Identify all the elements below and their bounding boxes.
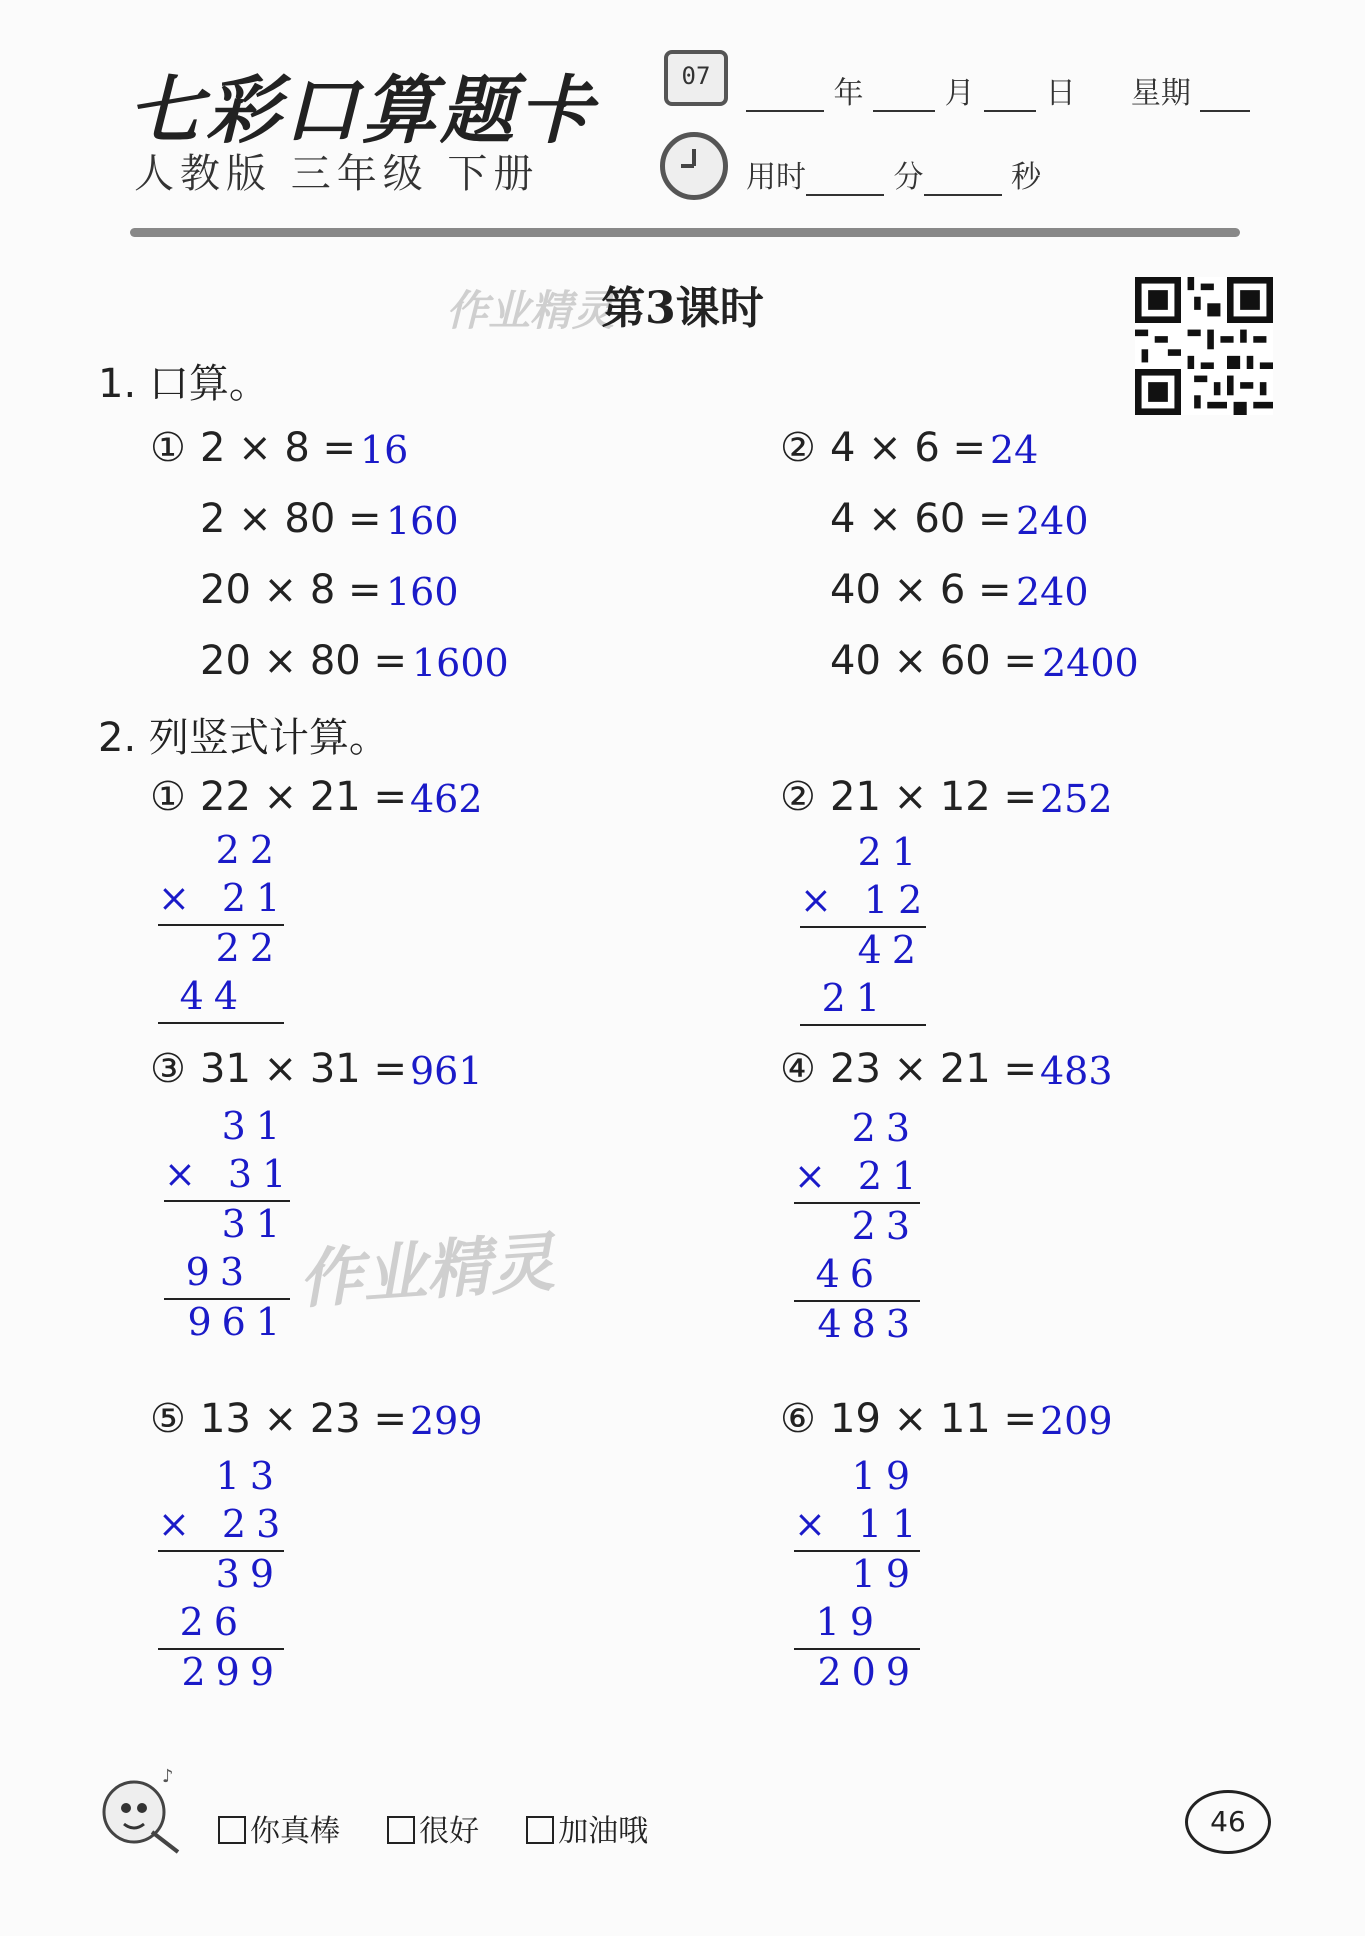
calendar-day: 07 (681, 62, 711, 90)
rating-label: 你真棒 (250, 1814, 340, 1849)
day-label: 日 (1045, 76, 1076, 111)
oral-expr: 20 × 8 = (200, 567, 382, 613)
oral-marker-2: ② (780, 425, 816, 471)
section2-title: 2. 列竖式计算。 (98, 715, 389, 761)
lesson-title: 第3课时 (601, 283, 764, 334)
calc-line: 21 (857, 830, 926, 874)
column-answer: 961 (410, 1049, 483, 1093)
vertical-calc (158, 828, 291, 1024)
oral-answer: 160 (386, 499, 459, 543)
minutes-label: 分 (893, 160, 924, 195)
oral-expr: 2 × 80 = (200, 496, 382, 542)
rating-options (218, 1806, 648, 1850)
oral-expr: 40 × 60 = (830, 638, 1037, 684)
date-fields (746, 68, 1250, 112)
calc-line: 19 (851, 1454, 920, 1498)
calc-line: 13 (215, 1454, 284, 1498)
calc-line: 19 (815, 1600, 884, 1644)
oral-answer: 240 (1016, 570, 1089, 614)
time-fields (746, 152, 1041, 196)
watermark: 作业精灵 (296, 1226, 557, 1318)
calc-bar (158, 1022, 284, 1024)
vertical-calc (164, 1104, 297, 1348)
month-blank[interactable] (873, 82, 935, 112)
watermark: 作业精灵 (446, 286, 615, 335)
column-expr: 19 × 11 = (830, 1396, 1037, 1442)
oral-answer: 1600 (412, 641, 509, 685)
year-blank[interactable] (746, 82, 824, 112)
column-marker: ② (780, 774, 816, 820)
column-answer: 252 (1040, 777, 1113, 821)
time-label: 用时 (746, 160, 806, 195)
mascot-icon (92, 1762, 192, 1862)
calc-line: × 21 (794, 1154, 927, 1198)
column-expr: 21 × 12 = (830, 774, 1037, 820)
page-number: 46 (1185, 1790, 1271, 1854)
weekday-label: 星期 (1130, 76, 1191, 111)
calc-line: 483 (817, 1302, 920, 1346)
month-label: 月 (944, 76, 975, 111)
column-answer: 299 (410, 1399, 483, 1443)
oral-expr: 20 × 80 = (200, 638, 407, 684)
oral-answer: 240 (1016, 499, 1089, 543)
calc-line: 299 (181, 1650, 284, 1694)
calc-line: 23 (851, 1106, 920, 1150)
calc-line: 961 (187, 1300, 290, 1344)
calc-line: 93 (185, 1250, 254, 1294)
vertical-calc (794, 1106, 927, 1350)
calc-line: 19 (851, 1552, 920, 1596)
calc-line: × 23 (158, 1502, 291, 1546)
section1-title: 1. 口算。 (98, 361, 269, 407)
calc-line: × 11 (794, 1502, 927, 1546)
column-marker: ⑥ (780, 1396, 816, 1442)
oral-answer: 16 (360, 428, 409, 472)
calc-line: 39 (215, 1552, 284, 1596)
oral-marker-1: ① (150, 425, 186, 471)
rating-checkbox[interactable] (526, 1816, 554, 1844)
calc-line: 22 (215, 828, 284, 872)
calendar-icon (664, 50, 728, 106)
calc-line: 46 (815, 1252, 884, 1296)
vertical-calc (794, 1454, 927, 1698)
year-label: 年 (833, 76, 864, 111)
column-marker: ④ (780, 1046, 816, 1092)
calc-line: 26 (179, 1600, 248, 1644)
weekday-blank[interactable] (1200, 82, 1250, 112)
rating-checkbox[interactable] (218, 1816, 246, 1844)
header-divider (130, 228, 1240, 237)
oral-expr: 4 × 60 = (830, 496, 1012, 542)
rating-label: 加油哦 (558, 1814, 649, 1849)
calc-line: 22 (215, 926, 284, 970)
day-blank[interactable] (984, 82, 1036, 112)
column-expr: 23 × 21 = (830, 1046, 1037, 1092)
calc-line: 31 (221, 1202, 290, 1246)
rating-checkbox[interactable] (387, 1816, 415, 1844)
rating-label: 很好 (419, 1814, 480, 1849)
column-marker: ⑤ (150, 1396, 186, 1442)
column-answer: 483 (1040, 1049, 1113, 1093)
calc-line: 42 (857, 928, 926, 972)
column-answer: 209 (1040, 1399, 1113, 1443)
column-expr: 31 × 31 = (200, 1046, 407, 1092)
calc-line: 209 (817, 1650, 920, 1694)
svg-text:♪: ♪ (162, 1766, 174, 1787)
column-answer: 462 (410, 777, 483, 821)
qr-code-icon[interactable] (1135, 277, 1273, 415)
vertical-calc (158, 1454, 291, 1698)
oral-answer: 24 (990, 428, 1039, 472)
calc-line: 23 (851, 1204, 920, 1248)
oral-answer: 2400 (1042, 641, 1139, 685)
calc-line: × 21 (158, 876, 291, 920)
calc-line: 21 (821, 976, 890, 1020)
oral-expr: 2 × 8 = (200, 425, 357, 471)
oral-answer: 160 (386, 570, 459, 614)
clock-icon (660, 132, 728, 200)
calc-line: × 31 (164, 1152, 297, 1196)
brand-title: 七彩口算题卡 (128, 68, 596, 154)
seconds-blank[interactable] (924, 166, 1002, 196)
oral-expr: 4 × 6 = (830, 425, 987, 471)
oral-expr: 40 × 6 = (830, 567, 1012, 613)
calc-line: × 12 (800, 878, 933, 922)
column-marker: ① (150, 774, 186, 820)
calc-line: 44 (179, 974, 248, 1018)
column-expr: 13 × 23 = (200, 1396, 407, 1442)
vertical-calc (800, 830, 933, 1026)
column-expr: 22 × 21 = (200, 774, 407, 820)
seconds-label: 秒 (1011, 160, 1042, 195)
edition-label: 人教版 三年级 下册 (134, 151, 540, 197)
calc-line: 31 (221, 1104, 290, 1148)
minutes-blank[interactable] (806, 166, 884, 196)
column-marker: ③ (150, 1046, 186, 1092)
calc-bar (800, 1024, 926, 1026)
